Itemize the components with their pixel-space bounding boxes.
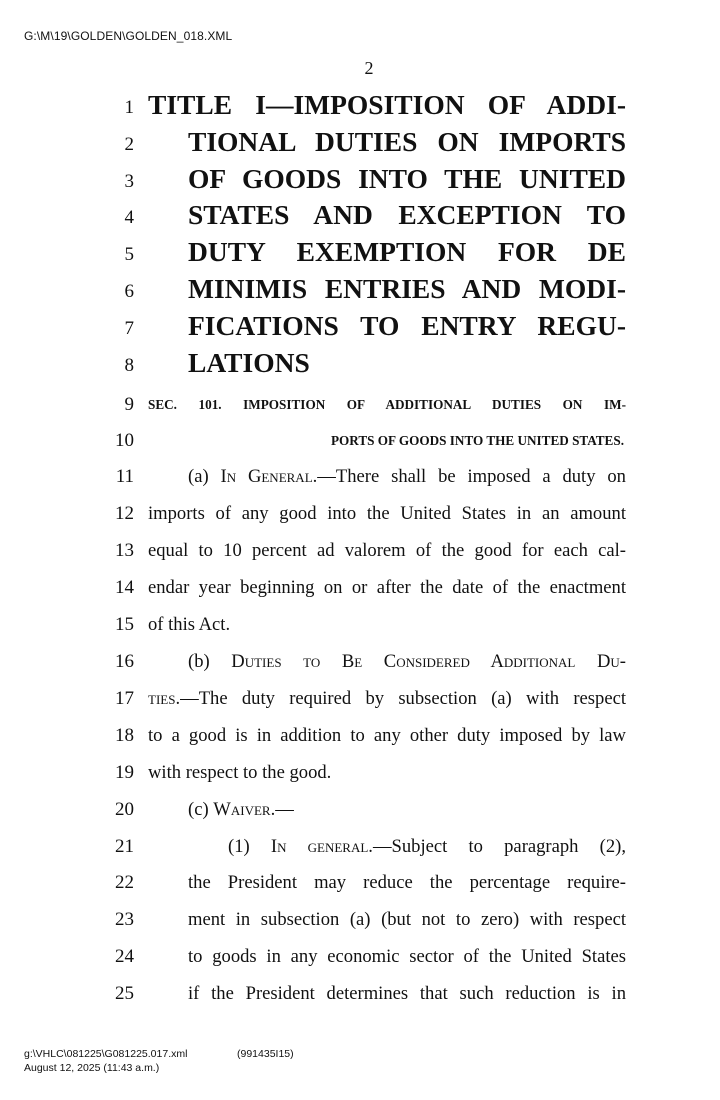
line-number: 12: [115, 503, 134, 524]
line-number: 2: [124, 134, 134, 155]
paren-label: (a): [188, 466, 221, 487]
line-number: 18: [115, 725, 134, 746]
line-text: [188, 466, 626, 488]
line-number: 25: [115, 983, 134, 1004]
paren-label: (c): [188, 799, 214, 820]
line-text: [148, 688, 626, 710]
footer: [24, 1047, 294, 1075]
paragraph-heading: In general: [270, 836, 369, 857]
line-text: of this Act.: [148, 614, 231, 635]
title-text: MINIMIS ENTRIES AND MODI-: [188, 273, 626, 304]
line-text: the President may reduce the percentage require-: [188, 872, 626, 893]
footer-date: August 12, 2025 (11:43 a.m.): [24, 1062, 160, 1074]
line-number: 24: [115, 946, 134, 967]
line-number: 4: [124, 207, 134, 228]
line-number: 16: [115, 651, 134, 672]
line-text-rest: .—Subject to paragraph (2),: [368, 836, 626, 857]
line-text-rest: .—The duty required by subsection (a) with respect: [175, 688, 626, 709]
line-number: 13: [115, 540, 134, 561]
line-number: 23: [115, 909, 134, 930]
line-number: 1: [124, 97, 134, 118]
line-number: 15: [115, 614, 134, 635]
subsection-heading: In General: [220, 466, 313, 487]
subsection-heading: Duties to Be Considered Additional Du-: [231, 651, 626, 672]
section-heading-text: SEC. 101. IMPOSITION OF ADDITIONAL DUTIES ON IM-: [148, 397, 626, 412]
line-number: 5: [124, 244, 134, 265]
line-number: 19: [115, 762, 134, 783]
line-number: 14: [115, 577, 134, 598]
footer-path: g:\VHLC\081225\G081225.017.xml: [24, 1048, 188, 1060]
page-number: 2: [364, 58, 374, 78]
title-text: FICATIONS TO ENTRY REGU-: [188, 310, 626, 341]
line-text: to goods in any economic sector of the United States: [188, 946, 626, 967]
line-text-rest: .—: [270, 799, 294, 820]
title-line: [0, 89, 720, 123]
line-text: if the President determines that such reduction is in: [188, 983, 626, 1004]
line-number: 3: [124, 171, 134, 192]
subsection-heading: ties: [148, 688, 176, 709]
line-number: 17: [115, 688, 134, 709]
line-number: 10: [115, 430, 134, 451]
line-text-rest: .—There shall be imposed a duty on: [312, 466, 626, 487]
line-text: endar year beginning on or after the date of the enactment: [148, 577, 626, 598]
line-text: equal to 10 percent ad valorem of the good for each cal-: [148, 540, 626, 561]
file-path-header: G:\M\19\GOLDEN\GOLDEN_018.XML: [24, 29, 233, 43]
title-text: DUTY EXEMPTION FOR DE: [188, 236, 626, 267]
line-number: 21: [115, 836, 134, 857]
line-number: 7: [124, 318, 134, 339]
line-text: with respect to the good.: [148, 762, 332, 783]
subsection-heading: Waiver: [213, 799, 271, 820]
line-number: 6: [124, 281, 134, 302]
line-text: [188, 799, 294, 821]
line-text: [228, 836, 626, 858]
title-text: TIONAL DUTIES ON IMPORTS: [188, 126, 626, 157]
line-text: to a good is in addition to any other duty imposed by law: [148, 725, 626, 746]
line-text: ment in subsection (a) (but not to zero) with respect: [188, 909, 626, 930]
paren-label: (1): [228, 836, 271, 857]
section-heading-text: PORTS OF GOODS INTO THE UNITED STATES.: [330, 433, 624, 448]
line-number: 9: [124, 394, 134, 415]
line-text: [188, 651, 626, 673]
line-number: 11: [115, 466, 134, 487]
line-number: 22: [115, 872, 134, 893]
footer-code: (991435I15): [237, 1048, 294, 1060]
title-text: STATES AND EXCEPTION TO: [188, 199, 626, 230]
title-text: TITLE I—IMPOSITION OF ADDI-: [148, 89, 626, 120]
paren-label: (b): [188, 651, 232, 672]
line-number: 8: [124, 355, 134, 376]
title-text: OF GOODS INTO THE UNITED: [188, 163, 626, 194]
line-text: imports of any good into the United States in an amount: [148, 503, 626, 524]
title-text: LATIONS: [188, 347, 310, 378]
line-number: 20: [115, 799, 134, 820]
